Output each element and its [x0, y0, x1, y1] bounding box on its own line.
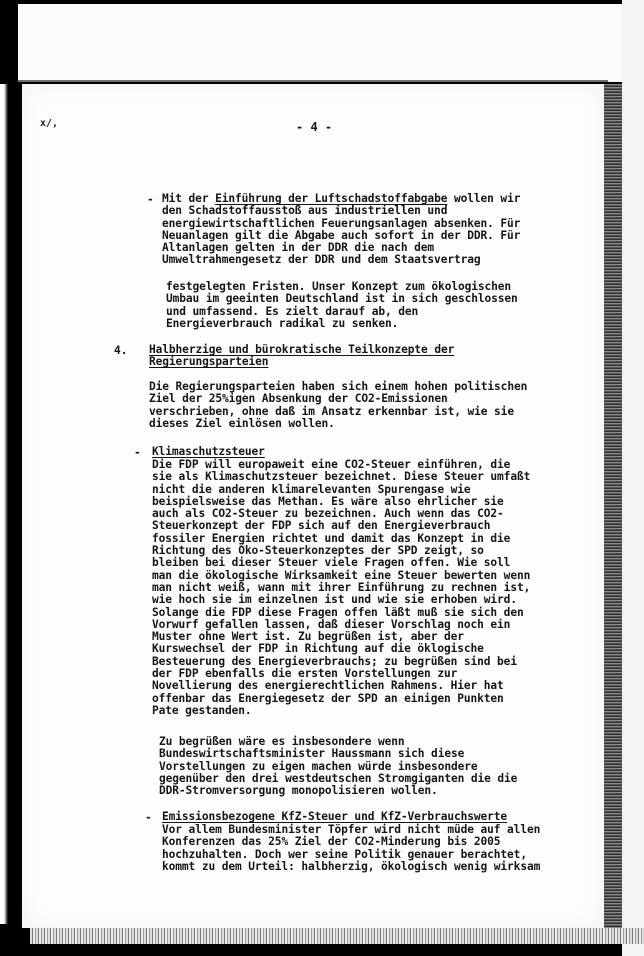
luft-paragraph	[162, 193, 520, 267]
text-line: wie hoch sie im einzelnen ist und wie sie erhoben wird.	[152, 593, 517, 607]
text-line: Zu begrüßen wäre es insbesondere wenn	[159, 735, 405, 748]
text-line: Besteuerung des Energieverbrauchs; zu begrüßen sind bei	[152, 654, 517, 668]
text-line: beispielsweise das Methan. Es wäre also ehrlicher sie	[152, 494, 504, 508]
text-run: wollen wir	[447, 192, 521, 205]
bullet-dash: -	[147, 193, 154, 206]
text-run: Mit der	[162, 192, 216, 205]
text-line: Energieverbrauch radikal zu senken.	[166, 316, 399, 330]
section-number: 4.	[114, 344, 128, 357]
text-line: nicht die anderen klimarelevanten Spurengase wie	[152, 482, 471, 496]
scan-left-border	[0, 84, 22, 924]
text-line: hochzuhalten. Doch wer seine Politik genauer berachtet,	[162, 847, 527, 861]
text-line: Pate gestanden.	[152, 703, 252, 717]
text-line: der FDP ebenfalls die ersten Vorstellungen zur	[152, 667, 458, 681]
scan-top-margin	[18, 4, 628, 82]
luft-continuation	[166, 281, 518, 330]
text-line: Bundeswirtschaftsminister Haussmann sich diese	[159, 747, 465, 761]
text-line: man nicht weiß, wann mit ihrer Einführung zu rechnen ist,	[152, 580, 531, 594]
text-line: Konferenzen das 25% Ziel der CO2-Minderung bis 2005	[162, 835, 501, 849]
text-line: Regierungsparteien	[149, 355, 269, 369]
text-line: auch als CO2-Steuer zu bezeichnen. Auch wenn das CO2-	[152, 507, 504, 521]
text-line: Die FDP will europaweit eine CO2-Steuer einführen, die	[152, 458, 511, 471]
text-line: festgelegten Fristen. Unser Konzept zum ökologischen	[166, 280, 512, 293]
text-line: Muster ohne Wert ist. Zu begrüßen ist, aber der	[152, 630, 464, 644]
text-line: den Schadstoffausstoß aus industriellen und	[162, 204, 448, 218]
section-heading	[149, 344, 454, 369]
text-line: energiewirtschaftlichen Feuerungsanlagen absenken. Für	[162, 216, 521, 230]
text-line: Richtung des Öko-Steuerkonzeptes der SPD zeigt, so	[152, 544, 484, 558]
text-line: Ziel der 25%igen Absenkung der CO2-Emissionen	[149, 392, 448, 406]
text-line: offenbar das Energiegesetz der SPD an einigen Punkten	[152, 691, 504, 705]
klima-heading: Klimaschutzsteuer	[152, 445, 265, 458]
text-line: Novellierung des energierechtlichen Rahmens. Hier hat	[152, 679, 504, 693]
margin-marks: x/,	[40, 118, 59, 129]
text-line: Neuanlagen gilt die Abgabe auch sofort in der DDR. Für	[162, 228, 521, 242]
text-line: Die Regierungsparteien haben sich einem hohen politischen	[149, 380, 528, 393]
page-number: - 4 -	[296, 120, 333, 134]
scan-right-border	[622, 0, 644, 956]
text-line: man die ökologische Wirksamkeit eine Steuer bewerten wenn	[152, 568, 531, 582]
text-line: Steuerkonzept der FDP sich auf den Energieverbrauch	[152, 519, 491, 533]
text-line: bleiben bei dieser Steuer viele Fragen offen. Wie soll	[152, 556, 511, 570]
scan-bottom-border	[30, 928, 644, 944]
text-line: fossiler Energien richtet und damit das Konzept in die	[152, 531, 511, 545]
kfz-heading: Emissionsbezogene KfZ-Steuer und KfZ-Verbrauchswerte	[162, 810, 508, 823]
section-intro	[149, 381, 527, 430]
text-line: gegenüber den drei westdeutschen Stromgiganten die die	[159, 771, 518, 785]
text-line: und umfassend. Es zielt darauf ab, den	[166, 304, 419, 318]
kfz-paragraph	[162, 824, 540, 873]
luft-heading: Einführung der Luftschadstoffabgabe	[215, 192, 448, 205]
text-line: kommt zu dem Urteil: halbherzig, ökologisch wenig wirksam	[162, 859, 541, 873]
scan-binding-shadow	[604, 84, 622, 944]
text-line: Halbherzige und bürokratische Teilkonzepte der	[149, 343, 455, 356]
text-line: Vorstellungen zu eigen machen würde insbesondere	[159, 759, 478, 773]
text-line: verschrieben, ohne daß im Ansatz erkennbar ist, wie sie	[149, 404, 514, 418]
text-line: Umweltrahmengesetz der DDR und dem Staatsvertrag	[162, 253, 481, 267]
text-line: sie als Klimaschutzsteuer bezeichnet. Diese Steuer umfaßt	[152, 470, 531, 484]
klima-paragraph-2	[159, 736, 517, 797]
text-line: Vor allem Bundesminister Töpfer wird nicht müde auf allen	[162, 823, 541, 836]
scan-fold-line	[18, 80, 608, 82]
text-line: DDR-Stromversorgung monopolisieren wollen.	[159, 784, 438, 798]
text-line: Umbau im geeinten Deutschland ist in sich geschlossen	[166, 292, 518, 306]
text-line: dieses Ziel einlösen wollen.	[149, 416, 335, 430]
klima-paragraph	[152, 459, 530, 717]
text-line: Solange die FDP diese Fragen offen läßt muß sie sich den	[152, 605, 524, 619]
text-line: Altanlagen gelten in der DDR die nach dem	[162, 241, 435, 255]
text-line: Kurswechsel der FDP in Richtung auf die öklogische	[152, 642, 484, 656]
text-line: Vorwurf gefallen lassen, daß dieser Vorschlag noch ein	[152, 617, 511, 631]
bullet-dash: -	[134, 446, 141, 459]
bullet-dash: -	[145, 811, 152, 824]
